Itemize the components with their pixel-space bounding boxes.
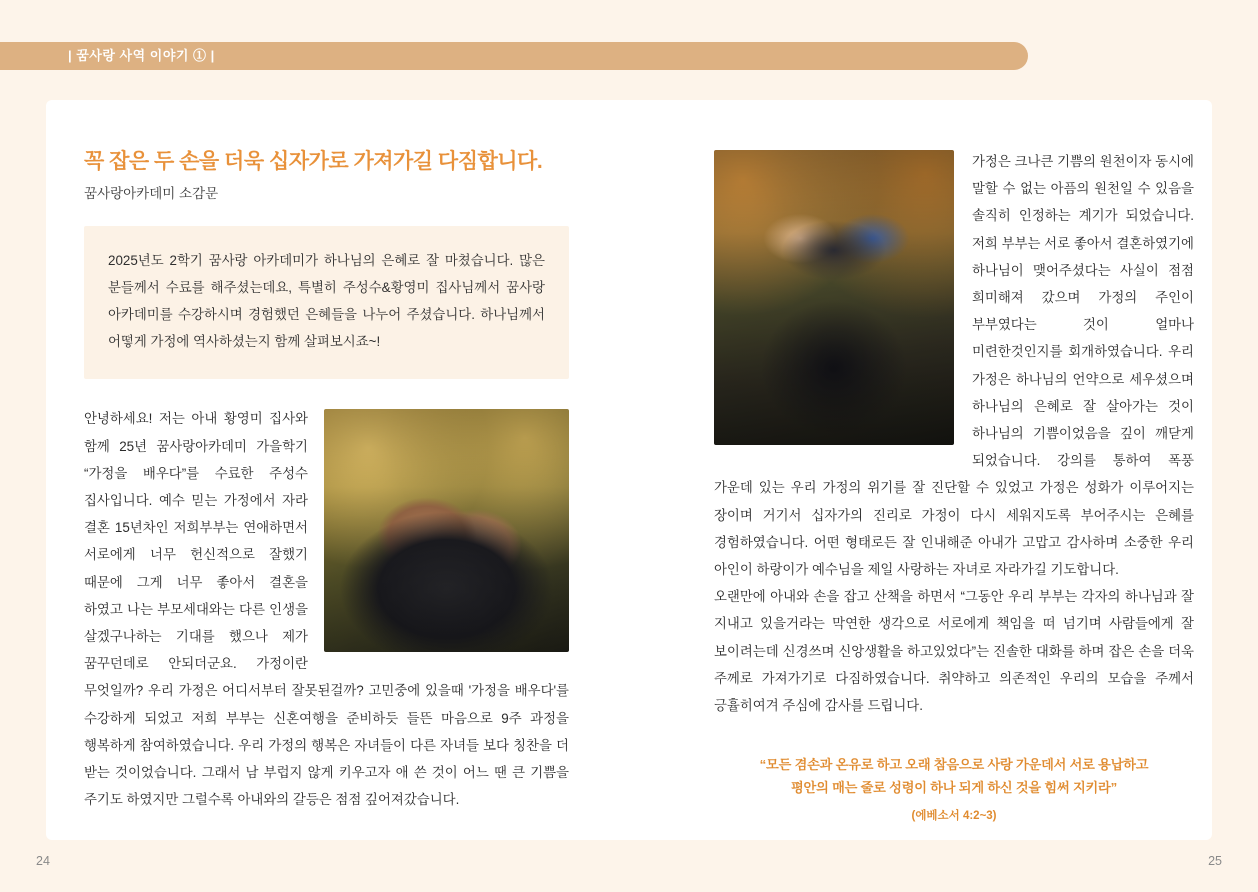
family-couple-photo (324, 409, 569, 652)
verse-line-2: 평안의 매는 줄로 성령이 하나 되게 하신 것을 힘써 지키라” (791, 780, 1117, 796)
scripture-quote (714, 753, 1194, 823)
header-label: | 꿈사랑 사역 이야기 ① | (68, 48, 215, 63)
family-mother-children-photo (714, 150, 954, 445)
page-number-left: 24 (36, 854, 50, 868)
left-column (84, 148, 569, 813)
lead-paragraph: 2025년도 2학기 꿈사랑 아카데미가 하나님의 은혜로 잘 마쳤습니다. 많은 분들께서 수료를 해주셨는데요, 특별히 주성수&황영미 집사님께서 꿈사랑 아카데미를 수강하시며 경험했던 은혜들을 나누어 주셨습니다. 하나님께서 어떻게 가정에 역사하셨는지 함께 살펴보시죠~! (108, 253, 545, 349)
page-number-right: 25 (1208, 854, 1222, 868)
verse-line-1: “모든 겸손과 온유로 하고 오래 참음으로 사랑 가운데서 서로 용납하고 (759, 757, 1149, 773)
right-body-text-1: 가정은 크나큰 기쁨의 원천이자 동시에 말할 수 없는 아픔의 원천일 수 있음을 솔직히 인정하는 계기가 되었습니다. 저희 부부는 서로 좋아서 결혼하였기에 하나님이 맺어주셨다는 사실이 점점 희미해져 갔으며 가정의 주인이 부부였다는 것이 얼마나 미련한것인지를 회개하였습니다. 우리 가정은 하나님의 언약으로 세우셨으며 하나님의 은혜로 잘 살아가는 것이 하나님의 기쁨이었음을 깊이 깨닫게 되었습니다. 강의를 통하여 폭풍 가운데 있는 우리 가정의 위기를 잘 진단할 수 있었고 가정은 성화가 이루어지는 장이며 거기서 십자가의 진리로 가정이 다시 세워지도록 부어주시는 은혜를 경험하였습니다. 어떤 형태로든 잘 인내해준 아내가 고맙고 감사하며 소중한 우리 아인이 하랑이가 예수님을 제일 사랑하는 자녀로 자라가길 기도합니다. (714, 154, 1194, 578)
right-body-text-2: 오랜만에 아내와 손을 잡고 산책을 하면서 “그동안 우리 부부는 각자의 하나님과 잘 지내고 있을거라는 막연한 생각으로 서로에게 책임을 떠 넘기며 사람들에게 잘 보이려는데 신경쓰며 신앙생활을 하고있었다”는 진솔한 대화를 하며 잡은 손을 더욱 주께로 가져가기로 다짐하였습니다. 취약하고 의존적인 우리의 모습을 주께서 긍휼히여겨 주심에 감사를 드립니다. (714, 589, 1194, 714)
page-title: 꼭 잡은 두 손을 더욱 십자가로 가져가길 다짐합니다. (84, 150, 543, 173)
page-subtitle: 꿈사랑아카데미 소감문 (84, 186, 219, 202)
lead-paragraph-box (84, 226, 569, 379)
left-body-text: 안녕하세요! 저는 아내 황영미 집사와 함께 25년 꿈사랑아카데미 가을학기 “가정을 배우다”를 수료한 주성수 집사입니다. 예수 믿는 가정에서 자라 결혼 15년차인 저희부부는 연애하면서 서로에게 너무 헌신적으로 잘했기 때문에 그게 너무 좋아서 결혼을 하였고 나는 부모세대와는 다른 인생을 살겠구나하는 기대를 했으나 제가 꿈꾸던데로 안되더군요. 가정이란 무엇일까? 우리 가정은 어디서부터 잘못된걸까? 고민중에 있을때 '가정을 배우다'를 수강하게 되었고 저희 부부는 신혼여행을 준비하듯 들뜬 마음으로 9주 과정을 행복하게 참여하였습니다. 우리 가정의 행복은 자녀들이 다른 자녀들 보다 칭찬을 더 받는 것이었습니다. 그래서 남 부럽지 않게 키우고자 애 쓴 것이 어느 땐 큰 기쁨을 주기도 하였지만 그럴수록 아내와의 갈등은 점점 깊어져갔습니다. (84, 411, 569, 808)
right-column (714, 148, 1194, 823)
left-body-wrap (84, 405, 569, 813)
verse-reference: (에베소서 4:2~3) (911, 810, 997, 823)
